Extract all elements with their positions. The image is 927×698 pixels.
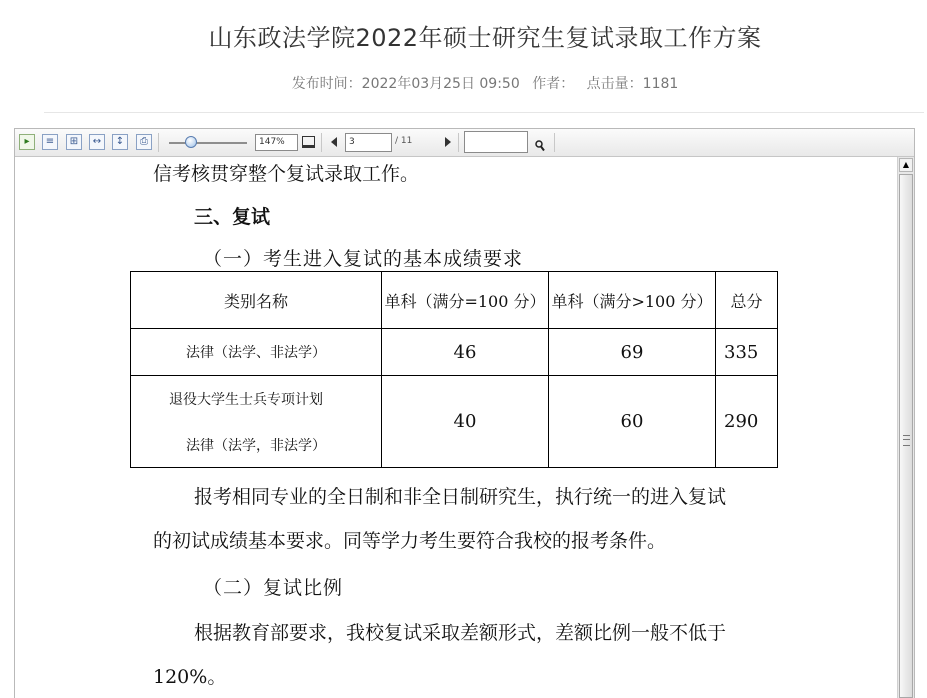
page-number-input[interactable]: 3 <box>345 133 392 152</box>
paragraph-line: 根据教育部要求，我校复试采取差额形式，差额比例一般不低于 <box>194 622 727 644</box>
scrollbar-thumb[interactable] <box>899 174 913 698</box>
scrollbar-grip-icon <box>903 435 910 446</box>
table-header-cell: 总分 <box>716 272 778 329</box>
toolbar-separator <box>321 133 322 152</box>
toolbar-separator <box>554 133 555 152</box>
category-name-cell: 法律（法学、非法学） <box>131 329 382 376</box>
single-subject-score-cell: 69 <box>549 329 716 376</box>
search-input[interactable] <box>464 131 528 153</box>
table-header-cell: 单科（满分>100 分） <box>549 272 716 329</box>
single-subject-score-cell: 46 <box>382 329 549 376</box>
table-row <box>131 376 778 468</box>
single-subject-score-cell: 60 <box>549 376 716 468</box>
page-total: / 11 <box>395 136 413 146</box>
next-page-icon[interactable] <box>445 137 451 147</box>
click-count: 点击量：1181 <box>586 76 679 92</box>
toolbar-separator <box>158 133 159 152</box>
single-subject-score-cell: 40 <box>382 376 549 468</box>
viewer-toolbar <box>15 129 914 157</box>
paragraph-line: 报考相同专业的全日制和非全日制研究生，执行统一的进入复试 <box>194 486 727 508</box>
thumbnail-view-icon[interactable]: ⊞ <box>66 134 82 150</box>
total-score-cell: 290 <box>716 376 778 468</box>
paragraph-line: 120%。 <box>153 666 227 688</box>
paragraph-line: 的初试成绩基本要求。同等学力考生要符合我校的报考条件。 <box>153 530 667 552</box>
subsection-heading: （一）考生进入复试的基本成绩要求 <box>203 248 524 270</box>
fit-height-icon[interactable]: ↕ <box>112 134 128 150</box>
print-icon[interactable]: ⎙ <box>136 134 152 150</box>
table-header-cell: 单科（满分=100 分） <box>382 272 549 329</box>
pdf-viewer <box>14 128 915 698</box>
article-title: 山东政法学院2022年硕士研究生复试录取工作方案 <box>208 24 762 52</box>
section-heading: 三、复试 <box>194 206 271 228</box>
scroll-up-icon[interactable]: ▲ <box>899 158 913 172</box>
document-page <box>16 157 894 698</box>
category-name-line: 退役大学生士兵专项计划 <box>169 391 323 408</box>
zoom-slider-knob[interactable] <box>185 136 197 148</box>
zoom-level-field[interactable]: 147% <box>255 134 298 151</box>
subsection-heading: （二）复试比例 <box>203 577 344 599</box>
table-row <box>131 329 778 376</box>
publish-time: 发布时间：2022年03月25日 09:50 <box>291 76 520 92</box>
doc-line: 信考核贯穿整个复试录取工作。 <box>153 163 420 185</box>
table-header-cell: 类别名称 <box>131 272 382 329</box>
single-page-view-icon[interactable]: ≡ <box>42 134 58 150</box>
category-name-cell <box>131 376 382 468</box>
total-score-cell: 335 <box>716 329 778 376</box>
vertical-scrollbar[interactable] <box>897 157 914 698</box>
search-icon[interactable] <box>535 137 545 149</box>
fit-width-icon[interactable]: ↔ <box>89 134 105 150</box>
author: 作者： <box>532 76 575 92</box>
toolbar-separator <box>458 133 459 152</box>
zoom-slider-track[interactable] <box>169 142 247 144</box>
go-to-first-page-icon[interactable]: ▸ <box>19 134 35 150</box>
previous-page-icon[interactable] <box>331 137 337 147</box>
fullscreen-icon[interactable] <box>302 136 315 148</box>
score-requirements-table <box>130 271 778 468</box>
category-name-line: 法律（法学，非法学） <box>186 437 326 454</box>
article-meta <box>0 73 927 93</box>
divider <box>44 112 924 113</box>
